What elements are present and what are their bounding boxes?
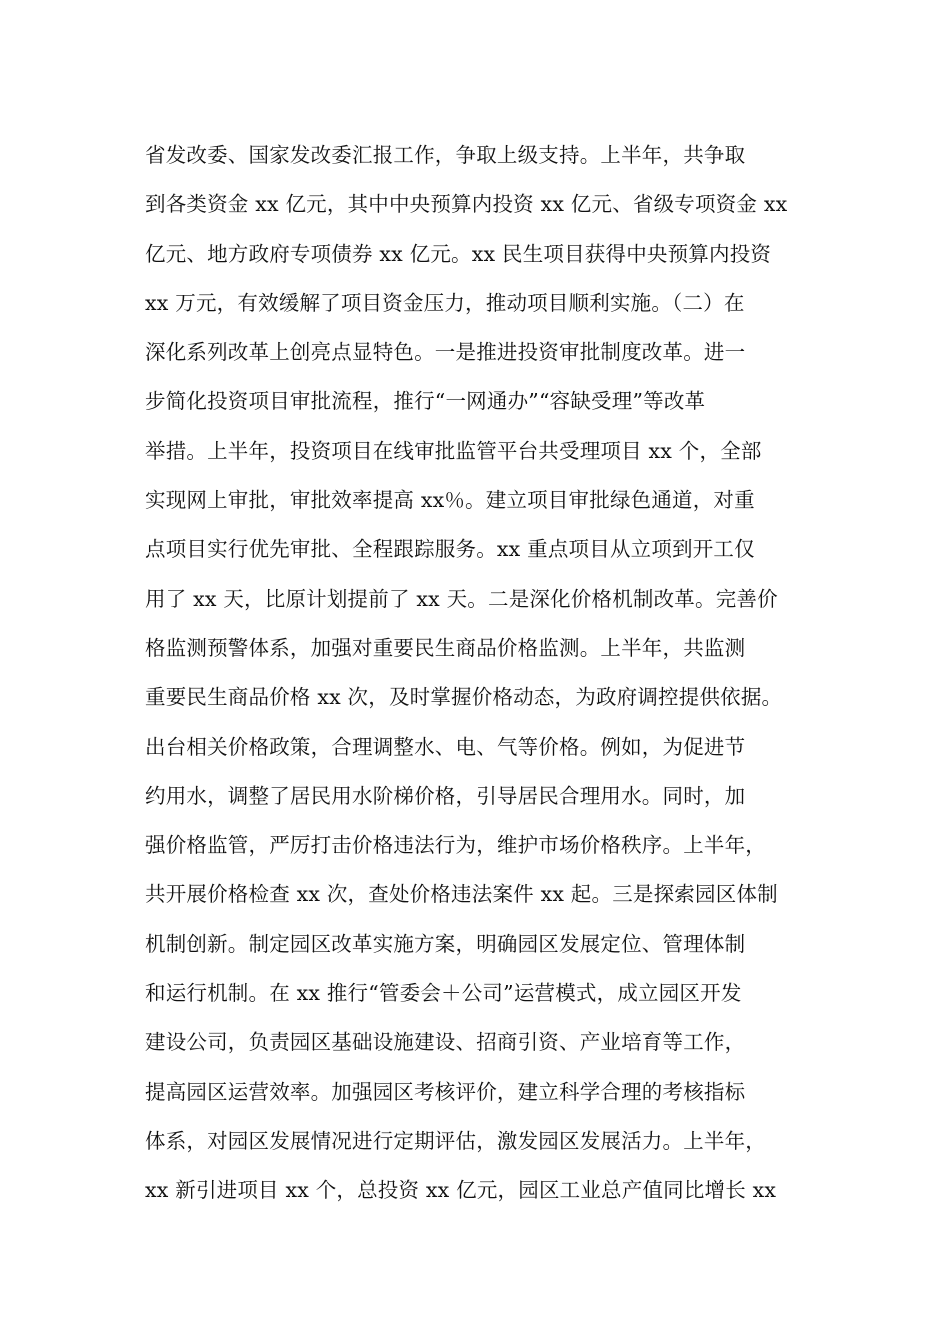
text-line: 深化系列改革上创亮点显特色。一是推进投资审批制度改革。进一 bbox=[145, 340, 746, 365]
text-line: 和运行机制。在 xx 推行“管委会＋公司”运营模式，成立园区开发 bbox=[145, 981, 742, 1006]
text-line: 强价格监管，严厉打击价格违法行为，维护市场价格秩序。上半年， bbox=[145, 833, 766, 858]
text-line: xx 新引进项目 xx 个，总投资 xx 亿元，园区工业总产值同比增长 xx bbox=[145, 1178, 777, 1203]
text-line: 重要民生商品价格 xx 次，及时掌握价格动态，为政府调控提供依据。 bbox=[145, 685, 783, 710]
text-line: 机制创新。制定园区改革实施方案，明确园区发展定位、管理体制 bbox=[145, 931, 746, 956]
text-line: 省发改委、国家发改委汇报工作，争取上级支持。上半年，共争取 bbox=[145, 143, 746, 167]
text-line: 格监测预警体系，加强对重要民生商品价格监测。上半年，共监测 bbox=[145, 635, 746, 660]
text-line: 提高园区运营效率。加强园区考核评价，建立科学合理的考核指标 bbox=[145, 1079, 746, 1104]
text-line: 实现网上审批，审批效率提高 xx％。建立项目审批绿色通道，对重 bbox=[145, 488, 755, 513]
text-line: 共开展价格检查 xx 次，查处价格违法案件 xx 起。三是探索园区体制 bbox=[145, 882, 778, 907]
text-line: 体系，对园区发展情况进行定期评估，激发园区发展活力。上半年， bbox=[145, 1128, 766, 1153]
text-line: 点项目实行优先审批、全程跟踪服务。xx 重点项目从立项到开工仅 bbox=[145, 537, 755, 562]
document-body-text bbox=[145, 131, 835, 1216]
text-line: 亿元、地方政府专项债券 xx 亿元。xx 民生项目获得中央预算内投资 bbox=[145, 241, 772, 266]
text-line: 建设公司，负责园区基础设施建设、招商引资、产业培育等工作， bbox=[145, 1030, 746, 1055]
text-line: 约用水，调整了居民用水阶梯价格，引导居民合理用水。同时，加 bbox=[145, 783, 746, 808]
text-line: 用了 xx 天，比原计划提前了 xx 天。二是深化价格机制改革。完善价 bbox=[145, 586, 778, 611]
text-line: 步简化投资项目审批流程，推行“一网通办”“容缺受理”等改革 bbox=[145, 389, 706, 414]
text-line: 出台相关价格政策，合理调整水、电、气等价格。例如，为促进节 bbox=[145, 734, 746, 759]
text-line: xx 万元，有效缓解了项目资金压力，推动项目顺利实施。（二）在 bbox=[145, 290, 745, 315]
text-line: 举措。上半年，投资项目在线审批监管平台共受理项目 xx 个，全部 bbox=[145, 438, 762, 463]
text-line: 到各类资金 xx 亿元，其中中央预算内投资 xx 亿元、省级专项资金 xx bbox=[145, 192, 788, 217]
